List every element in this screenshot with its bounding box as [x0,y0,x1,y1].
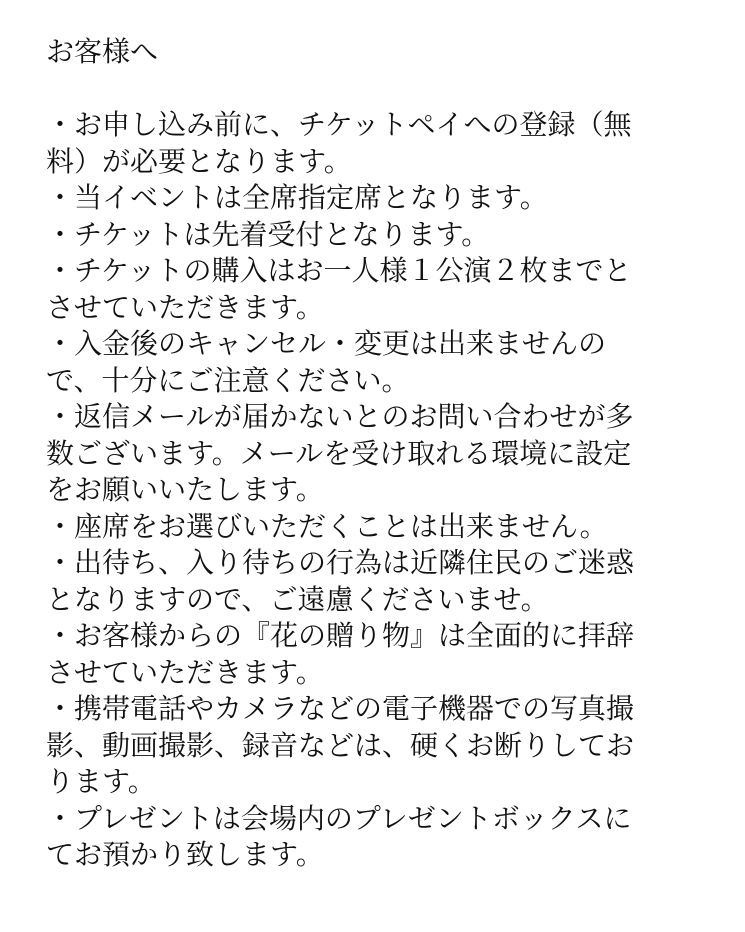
notice-no-waiting: ・出待ち、入り待ちの行為は近隣住民のご迷惑 となりますので、ご遠慮くださいませ。 [46,546,635,616]
notice-no-recording: ・携帯電話やカメラなどの電子機器での写真撮 影、動画撮影、録音などは、硬くお断りしてお ります。 [46,692,635,798]
notice-present-box: ・プレゼントは会場内のプレゼントボックスに てお預かり致します。 [46,801,632,871]
notice-document [46,34,706,874]
notice-no-flowers: ・お客様からの『花の贈り物』は全面的に拝辞 させていただきます。 [46,619,635,689]
notice-ticket-limit: ・チケットの購入はお一人様１公演２枚までと させていただきます。 [46,254,632,324]
notice-no-seat-selection: ・座席をお選びいただくことは出来ません。 [46,509,608,543]
notice-first-come: ・チケットは先着受付となります。 [46,217,490,251]
notice-registration-required: ・お申し込み前に、チケットペイへの登録（無 料）が必要となります。 [46,108,632,178]
notice-reply-email: ・返信メールが届かないとのお問い合わせが多 数ございます。メールを受け取れる環境に設定 をお願いいたします。 [46,400,634,506]
notice-reserved-seating: ・当イベントは全席指定席となります。 [46,181,548,214]
greeting-heading: お客様へ [46,35,159,68]
notice-list [46,107,706,874]
notice-no-cancellation: ・入金後のキャンセル・変更は出来ませんの で、十分にご注意ください。 [46,327,607,397]
